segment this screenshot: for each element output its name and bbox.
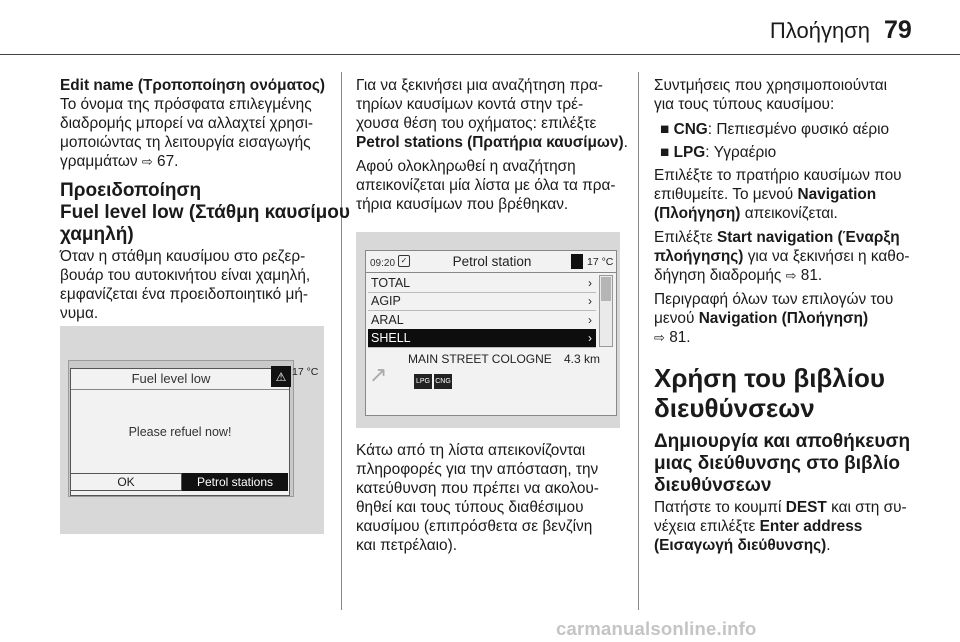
title-divider xyxy=(365,272,617,273)
chevron-right-icon: › xyxy=(588,276,592,290)
lpg-badge-icon: LPG xyxy=(414,374,432,389)
search-text-period: . xyxy=(623,134,628,151)
search-text-line-3: χουσα θέση του οχήματος: επιλέξτε xyxy=(356,115,597,132)
warning-triangle-icon: ⚠ xyxy=(271,366,291,387)
fuel-text-line-3: εμφανίζεται ένα προειδοποιητικό μή- xyxy=(60,286,309,303)
dialog-title-divider xyxy=(71,389,289,390)
info-text-line-5: καυσίμου (επιπρόσθετα σε βενζίνη xyxy=(356,518,593,535)
result-text-line-3: τήρια καυσίμων που βρέθηκαν. xyxy=(356,196,569,213)
desc-text-line-1: Περιγραφή όλων των επιλογών του xyxy=(654,291,894,308)
header-rule xyxy=(0,54,960,55)
start-navigation-label-end: πλοήγησης) xyxy=(654,248,744,265)
enter-address-label: Enter address xyxy=(759,518,863,535)
abbrev-intro-line-2: για τους τύπους καυσίμου: xyxy=(654,96,835,113)
create-address-heading-line-3: διευθύνσεων xyxy=(654,475,772,496)
ok-button[interactable]: OK xyxy=(70,473,182,491)
desc-text-line-2-text: μενού xyxy=(654,310,695,327)
select-text-line-1: Επιλέξτε το πρατήριο καυσίμων που xyxy=(654,167,902,184)
start-text-line-2-text: για να ξεκινήσει η καθο- xyxy=(747,248,910,265)
cng-description: : Πεπιεσμένο φυσικό αέριο xyxy=(707,121,890,138)
edit-name-line-1: Το όνομα της πρόσφατα επιλεγμένης xyxy=(60,96,312,113)
page-ref-arrow-icon: ⇨ xyxy=(785,268,797,283)
cng-badge-icon: CNG xyxy=(434,374,452,389)
select-text-line-2-text: επιθυμείτε. Το μενού xyxy=(654,186,794,203)
station-row[interactable] xyxy=(368,311,596,330)
desc-page-ref[interactable]: 81. xyxy=(669,329,691,346)
start-text-line-1 xyxy=(654,228,900,247)
clock-readout: 09:20 xyxy=(370,258,396,269)
list-scrollbar[interactable] xyxy=(599,275,613,347)
create-address-heading-line-1: Δημιουργία και αποθήκευση xyxy=(654,431,911,452)
info-text-line-2: πληροφορές για την απόσταση, την xyxy=(356,461,599,478)
dest-text-line-2-text: νέχεια επιλέξτε xyxy=(654,518,756,535)
station-address: MAIN STREET COLOGNE xyxy=(408,352,552,366)
warning-heading: Προειδοποίηση xyxy=(60,180,202,201)
watermark: carmanualsonline.info xyxy=(556,618,757,639)
direction-arrow-icon: ↗ xyxy=(369,362,388,387)
dest-button-label: DEST xyxy=(785,499,827,516)
fuel-heading-line-1: Fuel level low (Στάθμη καυσίμου xyxy=(60,202,350,223)
station-name: ARAL xyxy=(371,313,404,327)
dest-text-line-2 xyxy=(654,517,862,536)
station-row[interactable] xyxy=(368,292,596,311)
page-ref-arrow-icon: ⇨ xyxy=(654,330,665,345)
search-text-line-1: Για να ξεκινήσει μια αναζήτηση πρα- xyxy=(356,77,603,94)
lpg-list-item xyxy=(660,143,776,162)
start-text-line-3 xyxy=(654,266,822,285)
page-header-title: Πλοήγηση xyxy=(769,18,870,43)
address-book-heading-line-1: Χρήση του βιβλίου xyxy=(654,363,885,393)
result-text-line-1: Αφού ολοκληρωθεί η αναζήτηση xyxy=(356,158,576,175)
navigation-menu-ref-label: Navigation (Πλοήγηση) xyxy=(698,310,869,327)
petrol-stations-button[interactable]: Petrol stations xyxy=(182,473,288,491)
result-text-line-2: απεικονίζεται μία λίστα με όλα τα πρα- xyxy=(356,177,616,194)
dest-text-line-3 xyxy=(654,536,831,555)
petrol-stations-menu-label: Petrol stations (Πρατήρια καυσίμων) xyxy=(356,134,624,151)
dest-text-period: . xyxy=(826,537,831,554)
select-text-line-3-text: απεικονίζεται. xyxy=(744,205,838,222)
column-divider-2 xyxy=(638,72,639,610)
address-book-heading-line-2: διευθύνσεων xyxy=(654,393,815,423)
enter-address-label-greek: (Εισαγωγή διεύθυνσης) xyxy=(654,537,827,554)
station-row[interactable] xyxy=(368,274,596,293)
route-icon: ✓ xyxy=(398,255,410,267)
chevron-right-icon: › xyxy=(588,313,592,327)
column-divider-1 xyxy=(341,72,342,610)
desc-text-line-3 xyxy=(654,328,691,347)
edit-name-line-3: μοποιώντας τη λειτουργία εισαγωγής xyxy=(60,134,311,151)
search-text-line-2: τηρίων καυσίμων κοντά στην τρέ- xyxy=(356,96,584,113)
station-row-selected[interactable] xyxy=(368,329,596,348)
edit-name-heading: Edit name (Τροποποίηση ονόματος) xyxy=(60,77,326,94)
edit-name-line-4-text: γραμμάτων xyxy=(60,153,138,170)
station-name: TOTAL xyxy=(371,276,411,290)
cng-list-item xyxy=(660,120,889,139)
info-text-line-4: θηθεί και τους τύπους διαθέσιμου xyxy=(356,499,584,516)
abbrev-intro-line-1: Συντμήσεις που χρησιμοποιούνται xyxy=(654,77,888,94)
edit-name-line-4 xyxy=(60,152,178,171)
select-text-line-3 xyxy=(654,204,838,223)
lpg-label: LPG xyxy=(673,144,706,161)
fuel-heading-line-2: χαμηλή) xyxy=(60,224,134,245)
create-address-heading-line-2: μιας διεύθυνσης στο βιβλίο xyxy=(654,453,901,474)
navigation-menu-label-greek: (Πλοήγηση) xyxy=(654,205,741,222)
start-navigation-label: Start navigation (Έναρξη xyxy=(716,229,900,246)
fuel-text-line-1: Όταν η στάθμη καυσίμου στο ρεζερ- xyxy=(60,248,306,265)
scrollbar-thumb[interactable] xyxy=(601,277,611,301)
temperature-readout: 17 °C xyxy=(587,256,614,268)
chevron-right-icon: › xyxy=(588,331,592,345)
start-text-line-2 xyxy=(654,247,910,266)
info-text-line-3: κατεύθυνση που πρέπει να ακολου- xyxy=(356,480,599,497)
station-name: SHELL xyxy=(371,331,411,345)
station-distance: 4.3 km xyxy=(564,352,601,366)
edit-name-page-ref[interactable]: 67. xyxy=(157,153,179,170)
screen-title: Petrol station xyxy=(452,254,532,269)
dest-text-line-1-end: και στη συ- xyxy=(831,499,907,516)
start-page-ref[interactable]: 81. xyxy=(800,267,823,284)
info-text-line-6: και πετρέλαιο). xyxy=(356,537,458,554)
station-name: AGIP xyxy=(371,294,401,308)
dest-text-line-1-text: Πατήστε το κουμπί xyxy=(654,499,782,516)
desc-text-line-2 xyxy=(654,309,868,328)
bullet-icon: ■ xyxy=(660,121,670,138)
page-ref-arrow-icon: ⇨ xyxy=(141,154,153,169)
cng-label: CNG xyxy=(673,121,708,138)
fuel-pump-icon xyxy=(571,254,583,269)
dest-text-line-1 xyxy=(654,498,907,517)
info-text-line-1: Κάτω από τη λίστα απεικονίζονται xyxy=(356,442,586,459)
page-number: 79 xyxy=(884,16,912,44)
lpg-description: : Υγραέριο xyxy=(705,144,777,161)
start-text-line-3-text: δήγηση διαδρομής xyxy=(654,267,782,284)
search-text-line-4 xyxy=(356,133,628,152)
dialog-title: Fuel level low xyxy=(131,371,211,386)
bullet-icon: ■ xyxy=(660,144,670,161)
temperature-readout: 17 °C xyxy=(292,366,319,378)
fuel-text-line-4: νυμα. xyxy=(60,305,99,322)
start-text-line-1-text: Επιλέξτε xyxy=(654,229,713,246)
fuel-text-line-2: βουάρ του αυτοκινήτου είναι χαμηλή, xyxy=(60,267,311,284)
chevron-right-icon: › xyxy=(588,294,592,308)
select-text-line-2 xyxy=(654,185,876,204)
navigation-menu-label: Navigation xyxy=(797,186,877,203)
edit-name-line-2: διαδρομής μπορεί να αλλαχτεί χρησι- xyxy=(60,115,313,132)
refuel-message: Please refuel now! xyxy=(128,425,232,439)
